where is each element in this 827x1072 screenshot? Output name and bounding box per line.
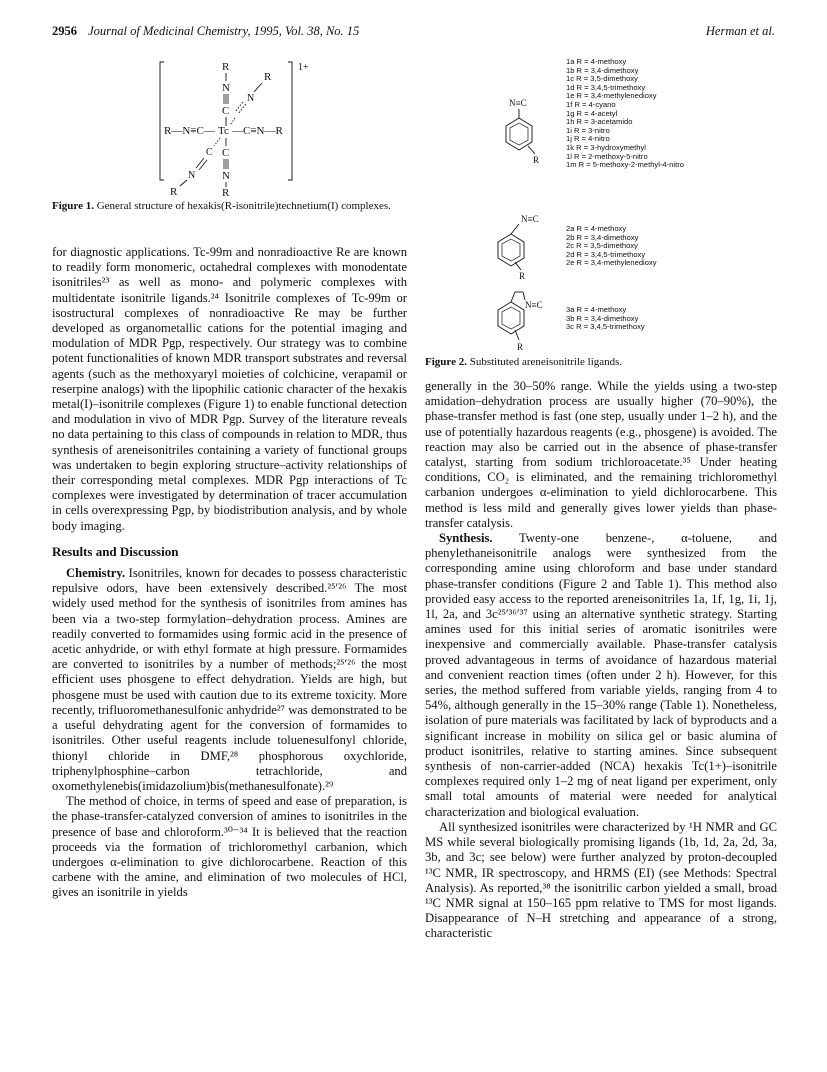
upper-right-n: N bbox=[247, 93, 255, 104]
mol1-isonitrile: N≡C bbox=[509, 98, 527, 108]
mol2-isonitrile: N≡C bbox=[521, 214, 539, 224]
series2-item: 2a R = 4-methoxy bbox=[566, 224, 627, 233]
section-heading: Results and Discussion bbox=[52, 543, 179, 559]
series1-item: 1f R = 4-cyano bbox=[566, 99, 616, 109]
figure2-molecule-1 bbox=[495, 96, 555, 171]
right-column bbox=[425, 379, 777, 942]
figure1-caption-label: Figure 1. bbox=[52, 200, 94, 212]
left-column bbox=[52, 245, 407, 901]
mol3-r: R bbox=[517, 342, 524, 352]
top-n: N bbox=[222, 82, 230, 94]
paragraph: for diagnostic applications. Tc-99m and nonradioactive Re are known to readily form monomeric, octahedral complexes with monodentate isonitriles²³ as well as mono- and polymeric complexes with multidentate isonitrile ligands.²⁴ Isonitrile complexes of Tc-99m or isostructural complexes of nonradioactive Re may be further developed as organometallic cations for the potential imaging and modulation of MDR Pgp, respectively. Our strategy was to combine potent functionalities of known MDR transport substrates and reversal agents (such as the methoxyaryl moieties of colchicine, verapamil or reserpine analogs) with the lipophilic cationic character of the hexakis metal(I)–isonitrile complexes (Figure 1) to enable functional detection and modulation in vivo of MDR Pgp. Survey of the literature reveals no data pertaining to this class of compounds in relation to MDR, thus synthesis of areneisonitriles containing a variety of functional groups was undertaken to begin exploring structure–activity relationships of their corresponding metal complexes. MDR Pgp interactions of Tc complexes were investigated by determination of tracer accumulation in cells overexpressing Pgp, by biodistribution analysis, and by whole body imaging. bbox=[52, 245, 407, 533]
series1-item: 1l R = 2-methoxy-5-nitro bbox=[566, 151, 648, 161]
running-header bbox=[52, 24, 775, 42]
figure2-series3-list bbox=[566, 306, 645, 332]
figure1-caption-text: General structure of hexakis(R-isonitrile)technetium(I) complexes. bbox=[96, 200, 391, 212]
paragraph-body: Isonitriles, known for decades to possess characteristic repulsive odors, have been extensively described.²⁵ʹ²⁶ The most widely used method for the synthesis of isonitriles from amines has been via a two-step formylation–dehydration process. Amines are readily converted to formamides using formic acid in the presence of acetic anhydride, or with ethyl formate at high pressure. Formamides are converted to isonitriles by a number of methods;²⁵ʹ²⁶ the most efficient uses phosgene to effect dehydration. Yields are high, but phosgene must be used with caution due to its extreme toxicity. More recently, trifluoromethanesulfonic anhydride²⁷ was demonstrated to be a useful dehydrating agent for the conversion of formamides to isonitriles. Other useful reagents include toluenesulfonyl chloride, thionyl chloride in DMF,²⁸ phosphorous oxychloride, triphenylphosphine–carbon tetrachloride, and oxomethylenebis(imidazolium)bis(methanesulfonate).²⁹ bbox=[52, 566, 407, 793]
paragraph-body: Twenty-one benzene-, α-toluene, and phenylethaneisonitrile analogs were synthesized from the corresponding amine using chloroform and base under standard phase-transfer conditions (Figure 2 and Table 1). This method also provided easy access to the reported areneisonitriles 1a, 1f, 1g, 1i, 1j, 1l, 2a, and 3c²⁵ʹ³⁶ʹ³⁷ using an alternative synthetic strategy. Starting amines used for this initial series of aromatic isonitriles were inexpensive and commercially available. Phase-transfer catalysis proved advantageous in terms of avoidance of hazardous material and convenient reaction times (often under 2 h). However, for this series, the method suffered from variable yields, ranging from 4 to 54%, although generally in the 15–30% range (Table 1). Nonetheless, isolation of pure materials was facilitated by lack of byproducts and a significant increase in mobility on silica gel or basic alumina of product isonitriles, relative to starting amines. Since subsequent synthesis of non-carrier-added (NCA) hexakis Tc(1+)–isonitrile complexes required only 1–2 mg of neat ligand per experiment, only small total amounts of material were needed for analytical characterization and biological evaluation. bbox=[425, 531, 777, 819]
complex-charge: 1+ bbox=[298, 62, 309, 73]
series1-item: 1j R = 4-nitro bbox=[566, 134, 610, 144]
lower-left-r: R bbox=[170, 186, 178, 198]
page-number: 2956 bbox=[52, 24, 77, 38]
bottom-r: R bbox=[222, 187, 230, 199]
paragraph-synthesis bbox=[425, 531, 777, 820]
mol3-isonitrile: N≡C bbox=[525, 300, 543, 310]
series1-item: 1c R = 3,5-dimethoxy bbox=[566, 74, 638, 84]
series2-item: 2e R = 3,4-methylenedioxy bbox=[566, 258, 657, 268]
paragraph: The method of choice, in terms of speed and ease of preparation, is the phase-transfer-catalyzed conversion of amines to isonitriles in the presence of base and chloroform.³⁰⁻³⁴ It is believed that the reaction proceeds via the formation of trichloromethyl carbanion, which undergoes α-elimination to give dichlorocarbene. Reaction of this carbene with the amine, and elimination of two molecules of HCl, gives an isonitrile in yields bbox=[52, 794, 407, 900]
series3-item: 3a R = 4-methoxy bbox=[566, 305, 627, 314]
series1-item: 1a R = 4-methoxy bbox=[566, 57, 627, 66]
figure2-caption-label: Figure 2. bbox=[425, 356, 467, 368]
top-r: R bbox=[222, 61, 230, 73]
series2-item: 2b R = 3,4-dimethoxy bbox=[566, 232, 639, 242]
upper-right-r: R bbox=[264, 71, 272, 83]
series1-item: 1h R = 3-acetamido bbox=[566, 117, 633, 127]
figure2-caption bbox=[425, 356, 777, 369]
series1-item: 1b R = 3,4-dimethoxy bbox=[566, 65, 639, 75]
tc-center: Tc bbox=[218, 125, 229, 137]
paragraph: generally in the 30–50% range. While the yields using a two-step amidation–dehydration process are usually higher (70–90%), the phase-transfer method is fast (one step, usually under 1–2 h), and the use of potentially hazardous reagents (e.g., phosgene) is avoided. The reaction may also be carried out in the absence of phase-transfer catalyst, starting from sodium trichloroacetate.³⁵ Under heating conditions, CO₂ is eliminated, and the remaining trichloromethyl carbanion undergoes α-elimination to yield dichlorocarbene. This method is less mild and generally gives lower yields than phase-transfer catalysis. bbox=[425, 379, 777, 530]
figure1-caption bbox=[52, 200, 407, 213]
paragraph-chemistry bbox=[52, 566, 407, 794]
figure2-molecule-2 bbox=[495, 212, 565, 287]
series2-item: 2c R = 3,5-dimethoxy bbox=[566, 241, 638, 251]
mol2-r: R bbox=[519, 271, 526, 281]
series1-item: 1m R = 5-methoxy-2-methyl-4-nitro bbox=[566, 160, 684, 170]
right-ligand: —C≡N—R bbox=[232, 125, 283, 137]
mol1-r: R bbox=[533, 155, 540, 165]
series1-item: 1d R = 3,4,5-trimethoxy bbox=[566, 82, 646, 92]
runin-heading: Synthesis. bbox=[439, 531, 493, 546]
bottom-n: N bbox=[222, 170, 230, 182]
series1-item: 1g R = 4-acetyl bbox=[566, 108, 618, 118]
figure2-series1-list bbox=[566, 58, 684, 170]
series2-item: 2d R = 3,4,5-trimethoxy bbox=[566, 249, 646, 259]
author-header: Herman et al. bbox=[705, 24, 775, 38]
series3-item: 3c R = 3,4,5-trimethoxy bbox=[566, 322, 645, 332]
figure2-caption-text: Substituted areneisonitrile ligands. bbox=[469, 356, 623, 368]
journal-citation: Journal of Medicinal Chemistry, 1995, Vol. 38, No. 15 bbox=[88, 24, 360, 38]
left-ligand: R—N≡C— bbox=[164, 125, 215, 137]
series1-item: 1k R = 3-hydroxymethyl bbox=[566, 142, 646, 152]
top-c: C bbox=[222, 105, 230, 117]
runin-heading: Chemistry. bbox=[66, 566, 126, 581]
series3-item: 3b R = 3,4-dimethoxy bbox=[566, 313, 639, 323]
series1-item: 1e R = 3,4-methylenedioxy bbox=[566, 91, 657, 101]
lower-left-c: C bbox=[206, 147, 213, 158]
figure1-structure bbox=[90, 58, 320, 199]
figure2-series2-list bbox=[566, 225, 657, 268]
paragraph: All synthesized isonitriles were characterized by ¹H NMR and GC MS while several biologically promising ligands (1b, 1d, 2a, 2d, 3a, 3b, and 3c; see below) were further analyzed by proton-decoupled ¹³C NMR, IR spectroscopy, and HRMS (EI) (see Methods: Spectral Analysis). As reported,³⁸ the isonitrilic carbon yielded a small, broad ¹³C NMR signal at 150–165 ppm relative to TMS for most ligands. Disappearance of N–H stretching and appearance of a strong, characteristic bbox=[425, 819, 777, 941]
bottom-c: C bbox=[222, 147, 230, 159]
figure2-molecule-3 bbox=[495, 284, 565, 361]
series1-item: 1i R = 3-nitro bbox=[566, 125, 610, 135]
lower-left-n: N bbox=[188, 170, 196, 181]
